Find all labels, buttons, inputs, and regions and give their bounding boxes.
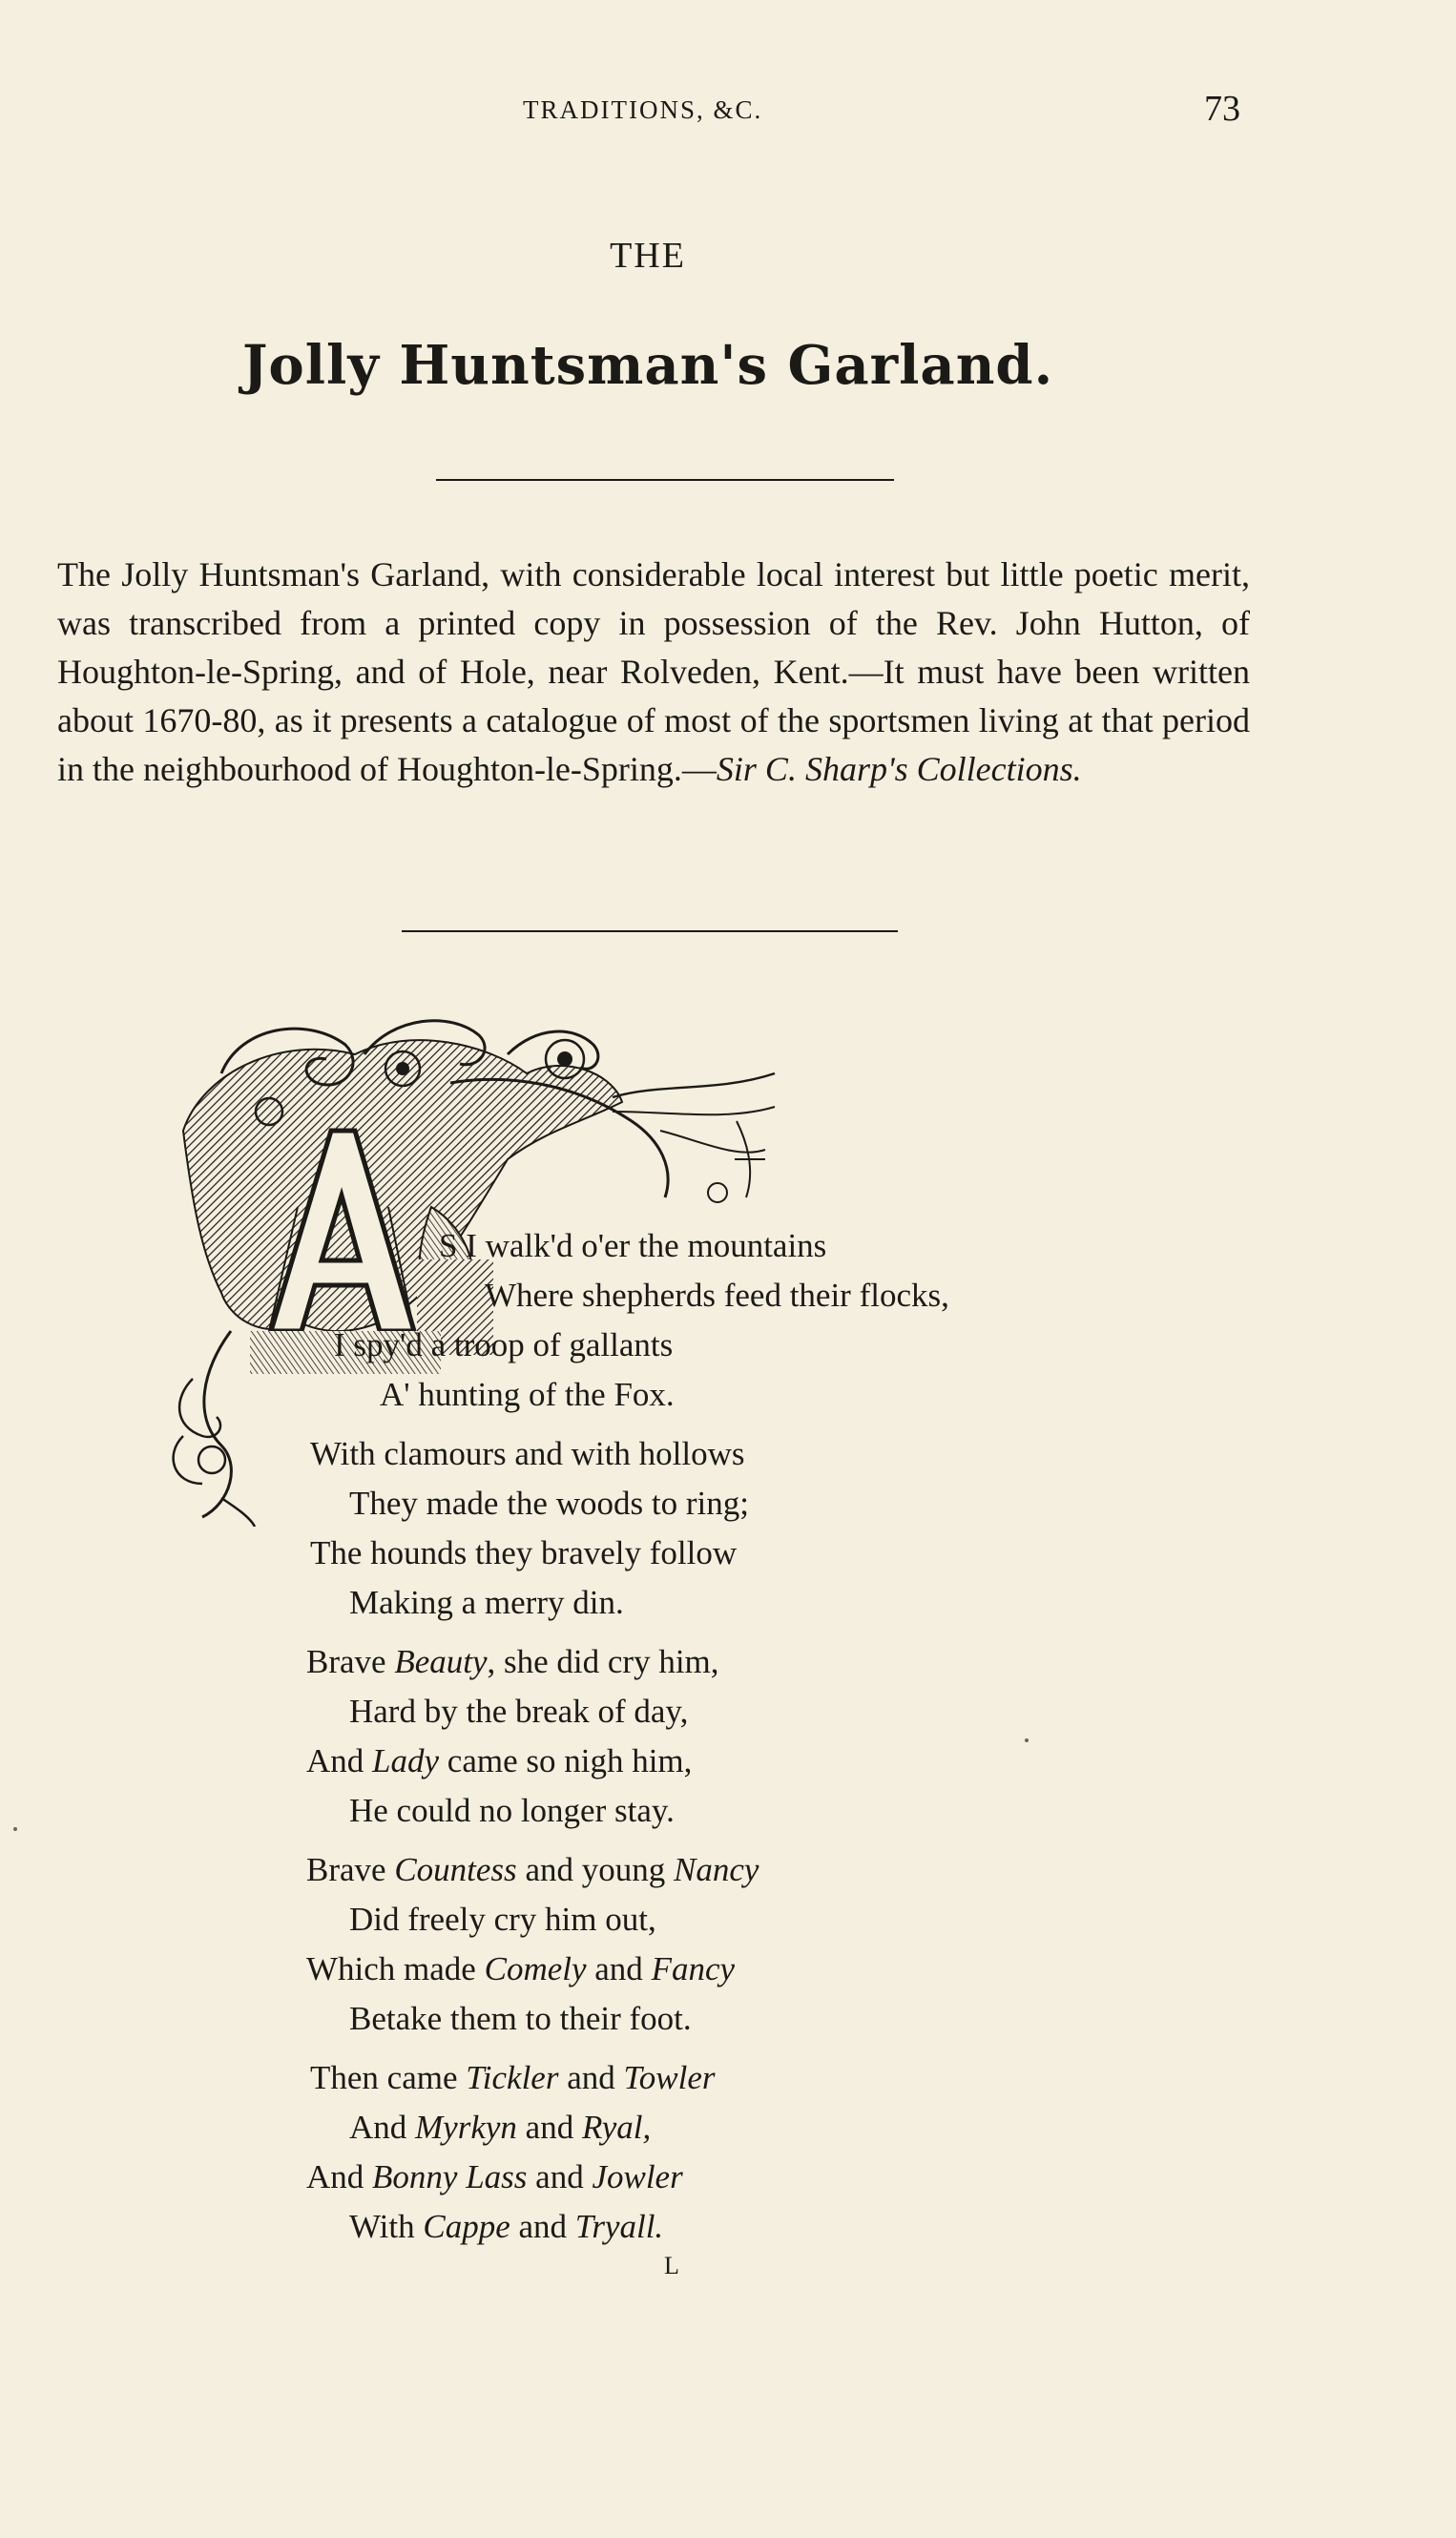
poem-name-italic: Cappe (423, 2208, 510, 2245)
poem-text: Hard by the break of day, (349, 1693, 689, 1730)
poem-text: He could no longer stay. (349, 1792, 675, 1829)
intro-text: The Jolly Huntsman's Garland, with considerable local interest but little poetic merit, was transcribed from a printed copy in possession of the Rev. John Hutton, of Houghton-le-Spring, and of Hole, near Rolveden, Kent.—It must have been written about 1670-80, as it presents a catalogue of most of the sportsmen living at that period in the neighbourhood of Houghton-le-Spring.— (57, 555, 1250, 788)
poem-name-italic: Comely (484, 1950, 587, 1987)
poem-line (349, 1693, 688, 1731)
poem-text: Where shepherds feed their flocks, (485, 1277, 949, 1314)
poem-line (306, 1742, 692, 1780)
poem-line (306, 1851, 759, 1889)
poem-line (306, 1643, 719, 1681)
poem-text: I spy'd a troop of gallants (334, 1326, 674, 1363)
poem-text: The hounds they bravely follow (310, 1534, 738, 1571)
poem-line (349, 2109, 651, 2147)
poem-text: and (510, 2208, 575, 2245)
signature-mark: L (664, 2252, 679, 2279)
poem-line (334, 1326, 673, 1364)
poem-line (349, 1792, 675, 1830)
poem-text: Brave (306, 1643, 395, 1680)
poem-text: and (558, 2059, 624, 2096)
running-head: TRADITIONS, &C. (523, 95, 763, 124)
poem-line (349, 1584, 624, 1622)
page-title: Jolly Huntsman's Garland. (241, 334, 1054, 397)
title-divider (436, 479, 894, 481)
poem-text: With (349, 2208, 424, 2245)
poem-name-italic: Tryall. (574, 2208, 664, 2245)
poem-text: With clamours and with hollows (310, 1435, 745, 1472)
poem-text: Betake them to their foot. (349, 2000, 692, 2037)
poem-text: and (586, 1950, 652, 1987)
poem-text: and (516, 2109, 582, 2146)
poem-line (349, 1901, 656, 1939)
poem-name-italic: Beauty (394, 1643, 488, 1680)
poem-name-italic: Bonny Lass (372, 2158, 528, 2195)
poem-text: came so nigh him, (439, 1742, 693, 1779)
poem-text: and young (516, 1851, 674, 1888)
poem-text: , she did cry him, (487, 1643, 719, 1680)
poem-text: Then came (310, 2059, 467, 2096)
poem-name-italic: Ryal, (581, 2109, 652, 2146)
poem-name-italic: Countess (394, 1851, 517, 1888)
poem-line (306, 2158, 683, 2196)
poem-text: Brave (306, 1851, 395, 1888)
poem-line (306, 1950, 735, 1988)
intro-citation: Sir C. Sharp's Collections. (716, 750, 1082, 788)
poem-name-italic: Tickler (466, 2059, 559, 2096)
page-number: 73 (1204, 89, 1240, 129)
poem-line (380, 1376, 675, 1414)
poem-name-italic: Nancy (673, 1851, 759, 1888)
poem-name-italic: Myrkyn (415, 2109, 517, 2146)
poem-name-italic: Jowler (592, 2158, 683, 2195)
poem-text: and (527, 2158, 593, 2195)
poem-line (310, 1534, 737, 1572)
poem-line (310, 1435, 744, 1473)
poem-line (349, 2000, 692, 2038)
poem-text: And (306, 1742, 373, 1779)
intro-paragraph (57, 551, 1250, 794)
stray-mark (13, 1827, 17, 1831)
poem-line (349, 2208, 663, 2246)
poem-name-italic: Lady (372, 1742, 440, 1779)
poem-text: They made the woods to ring; (349, 1485, 749, 1522)
stray-mark (1025, 1738, 1029, 1742)
title-article: THE (610, 236, 686, 276)
poem-text: And (306, 2158, 373, 2195)
poem-line (439, 1227, 826, 1265)
poem-line (310, 2059, 716, 2097)
poem-text: Did freely cry him out, (349, 1901, 656, 1938)
poem-text: Making a merry din. (349, 1584, 624, 1621)
poem-name-italic: Towler (623, 2059, 716, 2096)
poem-text: Which made (306, 1950, 485, 1987)
poem-text: S I walk'd o'er the mountains (439, 1227, 827, 1264)
poem-line (349, 1485, 749, 1523)
intro-divider (402, 930, 898, 932)
poem-name-italic: Fancy (651, 1950, 736, 1987)
poem-line (485, 1277, 949, 1315)
poem-text: A' hunting of the Fox. (380, 1376, 675, 1413)
poem-text: And (349, 2109, 416, 2146)
